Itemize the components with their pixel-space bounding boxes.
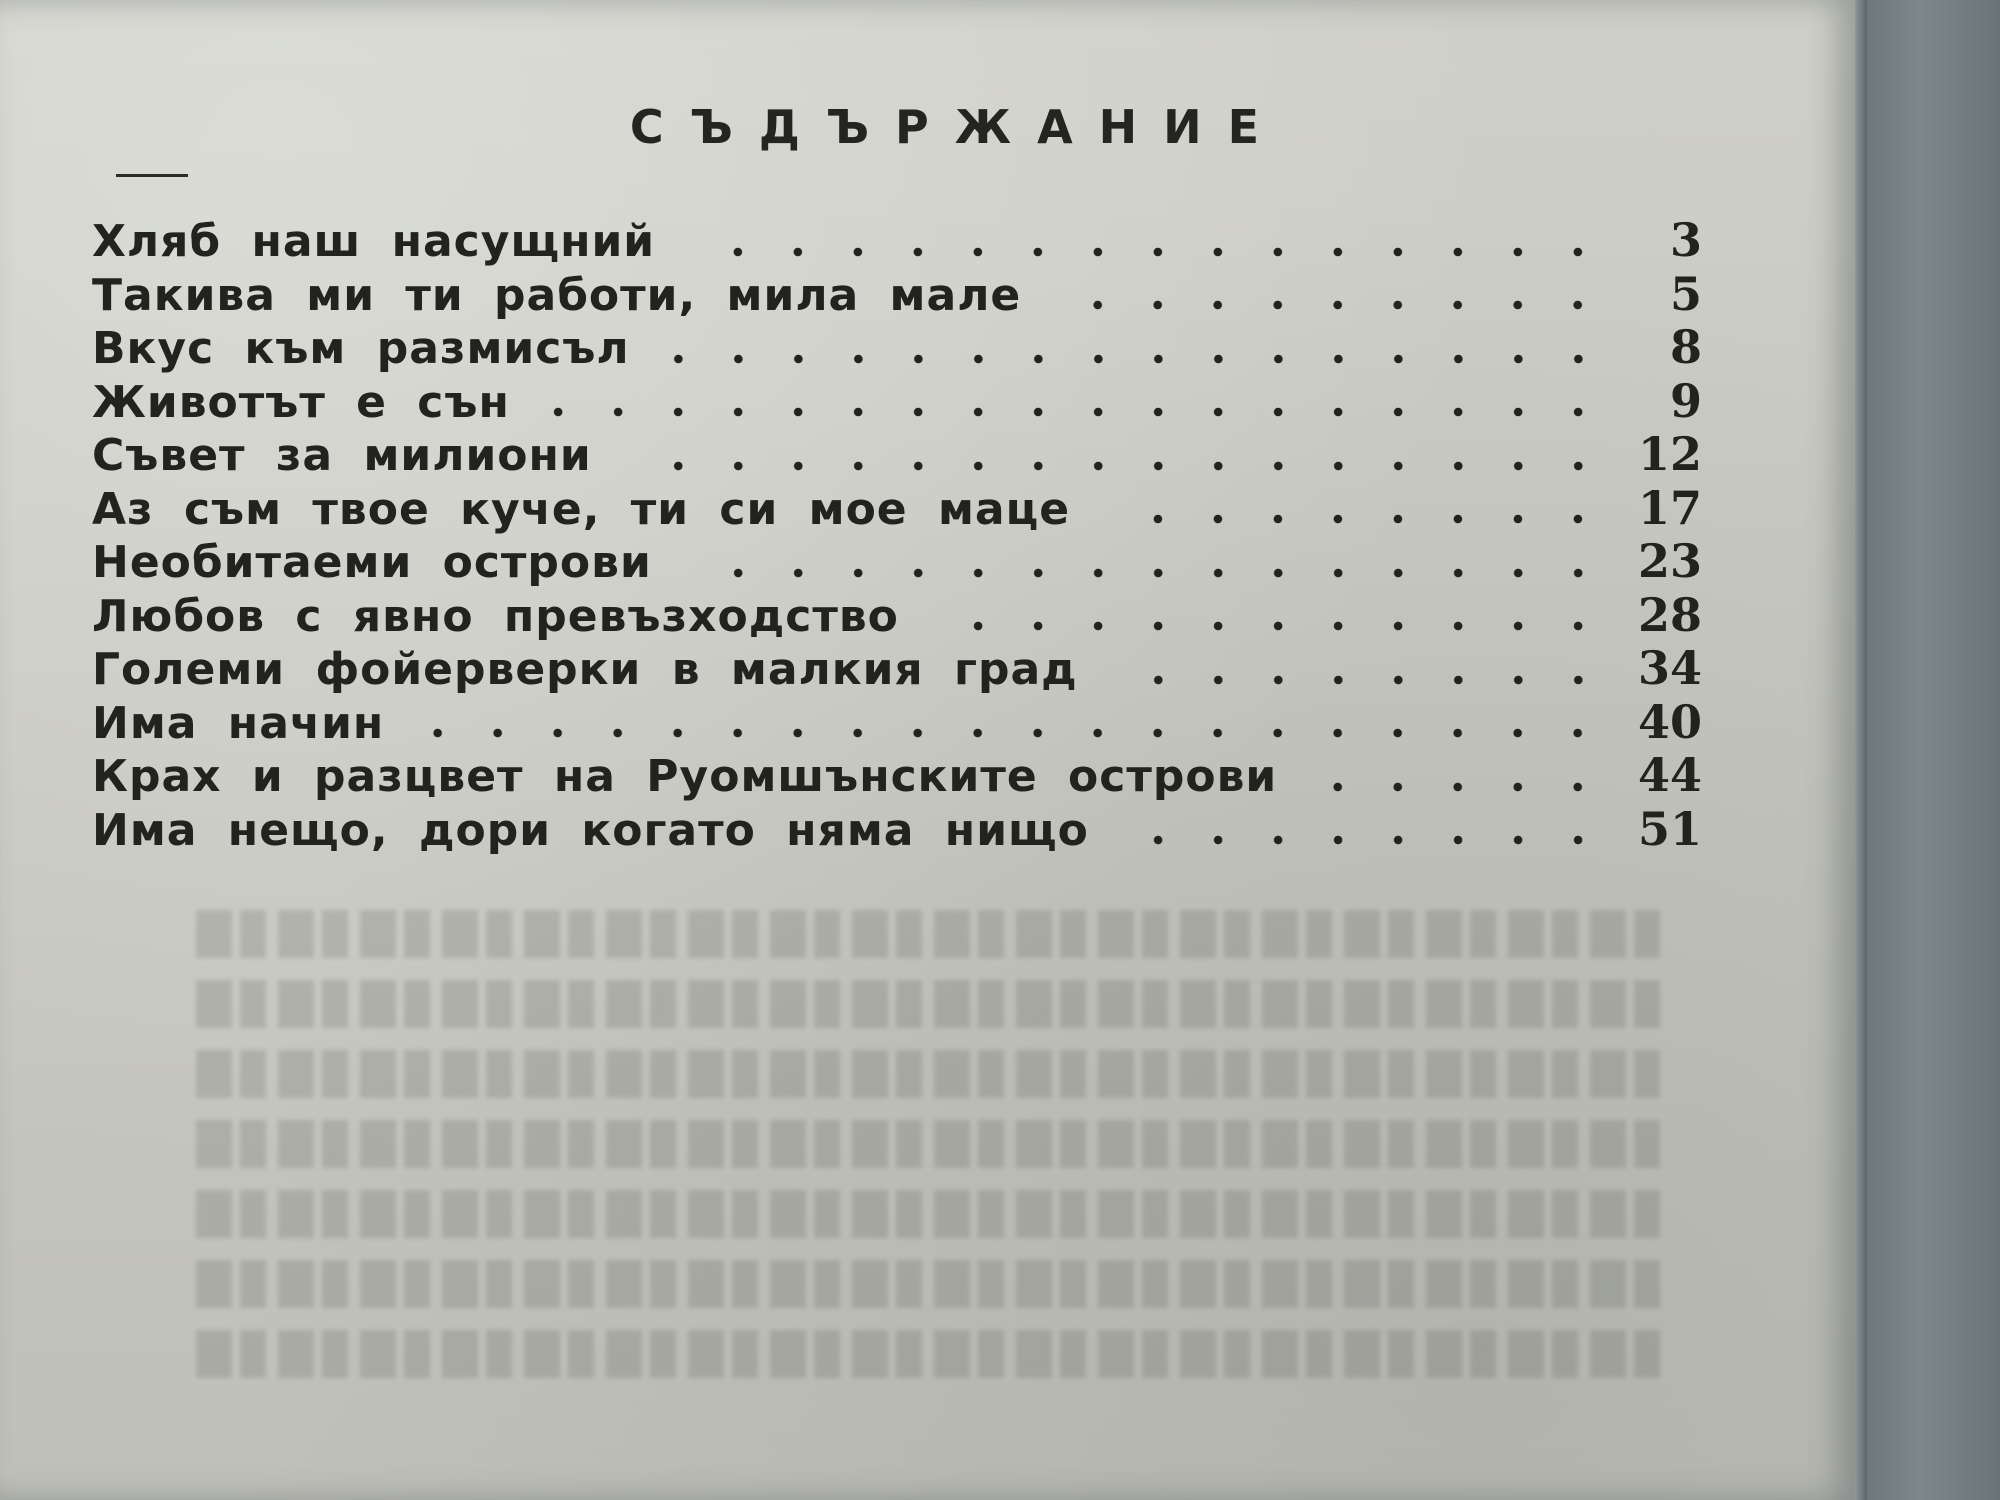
toc-entry-title: Крах и разцвет на Руомшънските острови [92,751,1278,802]
dot-leader [689,247,1608,257]
toc-entry-title: Аз съм твое куче, ти си мое маце [92,483,1071,535]
toc-entry [92,696,1702,750]
dot-leader [418,728,1608,738]
toc-entry [92,268,1702,322]
toc-entry-title: Вкус към размисъл [92,323,630,374]
toc-entry-title: Има нещо, дори когато няма нищо [92,804,1089,856]
dot-leader [1055,300,1608,310]
toc-entry-title: Такива ми ти работи, мила мале [92,269,1022,321]
dot-leader [1123,835,1608,845]
adjacent-page-edge [1867,0,2000,1500]
show-through-text [190,910,1660,1470]
toc-entry-page: 3 [1669,213,1702,267]
dot-leader [1104,514,1608,524]
toc-entry-page: 17 [1637,480,1702,535]
dot-leader [664,354,1608,364]
toc-entry-page: 12 [1637,427,1702,481]
dot-leader [626,461,1608,471]
toc-entry-title: Необитаеми острови [92,537,652,588]
toc-entry-title: Съвет за милиони [92,430,592,481]
toc-entry [92,428,1702,482]
contents-heading: СЪДЪРЖАНИЕ [629,100,1286,154]
toc-entry-title: Хляб наш насущний [92,216,656,267]
toc-entry [92,482,1702,536]
toc-entry [92,589,1702,643]
toc-entry-page: 28 [1637,587,1702,642]
toc-entry [92,375,1702,429]
toc-entry-page: 5 [1669,266,1702,321]
toc-entry [92,803,1702,857]
toc-entry [92,749,1702,803]
toc-entry [92,214,1702,268]
heading-rule [116,174,188,177]
toc-entry-title: Има начин [92,697,385,749]
toc-entry-page: 23 [1637,534,1702,588]
table-of-contents [92,214,1702,856]
page-gutter [1855,0,1867,1500]
toc-entry-page: 40 [1637,694,1702,749]
dot-leader [544,407,1608,417]
toc-entry-title: Големи фойерверки в малкия град [92,644,1078,695]
toc-entry [92,535,1702,589]
dot-leader [686,568,1608,578]
toc-entry-page: 51 [1637,801,1702,856]
dot-leader [1311,782,1608,792]
toc-entry-title: Любов с явно превъзходство [92,590,899,642]
toc-entry-page: 8 [1669,320,1702,374]
toc-entry [92,642,1702,696]
dot-leader [1112,675,1608,685]
toc-entry-page: 9 [1669,373,1702,428]
dot-leader [933,621,1608,631]
toc-entry-page: 44 [1637,748,1702,802]
toc-entry [92,321,1702,375]
toc-entry-page: 34 [1637,641,1702,695]
toc-entry-title: Животът е сън [92,376,510,428]
